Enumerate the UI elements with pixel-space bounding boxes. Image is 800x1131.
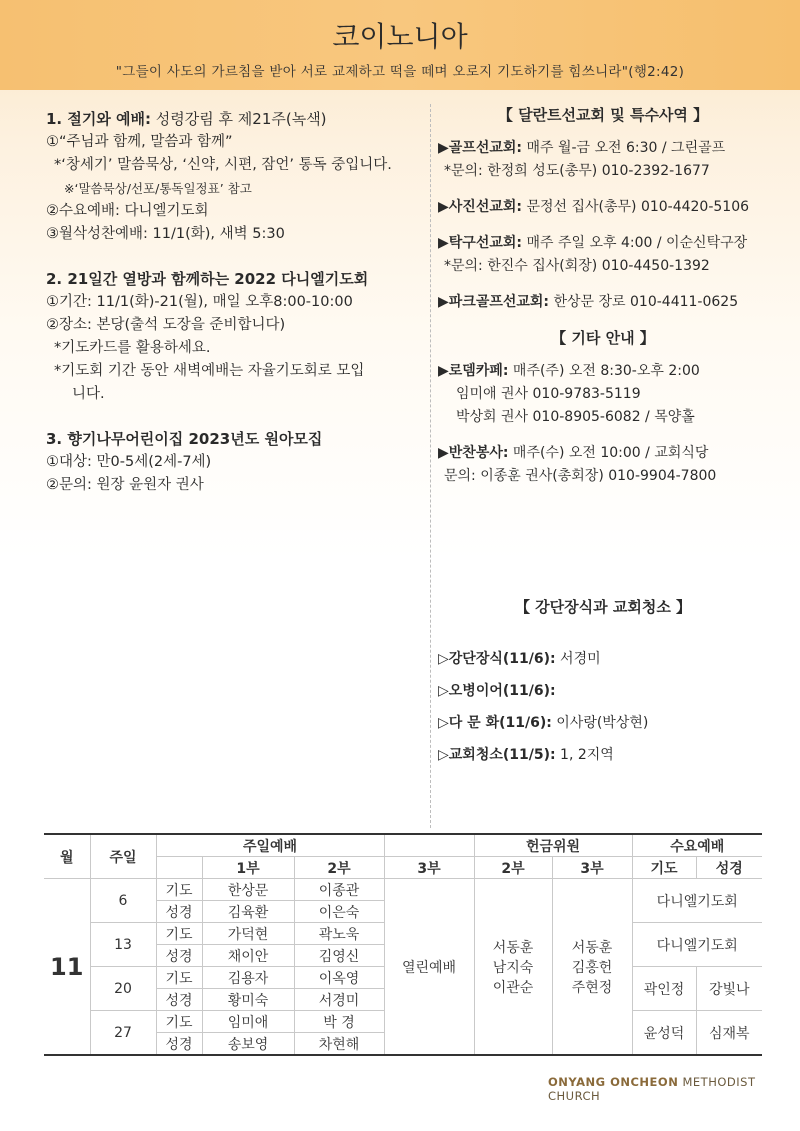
notice-line: ①“주님과 함께, 말씀과 함께” [46, 134, 233, 150]
notice-line: ①기간: 11/1(화)-21(월), 매일 오후8:00-10:00 [46, 294, 353, 310]
info-side-dish: ▶반찬봉사: 매주(수) 오전 10:00 / 교회식당 문의: 이종훈 권사(총회장) 010-9904-7800 [438, 445, 717, 484]
third-service-cell: 열린예배 [384, 879, 474, 1056]
church-footer: ONYANG ONCHEON METHODIST CHURCH [548, 1075, 756, 1103]
col-offering: 헌금위원 [474, 834, 632, 857]
table-row: 성경 황미숙 서경미 [44, 989, 762, 1011]
altar-cleaning-section [438, 596, 768, 771]
ministry-table-tennis: ▶탁구선교회: 매주 주일 오후 4:00 / 이순신탁구장 *문의: 한진수 집사(회장) 010-4450-1392 [438, 235, 748, 274]
notice-line: ②수요예배: 다니엘기도회 [46, 203, 209, 219]
col-2bu: 2부 [294, 857, 384, 879]
offering-2bu-cell: 서동훈 남지숙 이관순 [474, 879, 552, 1056]
column-divider [430, 104, 431, 828]
table-row: 13 기도 가덕현 곽노욱 다니엘기도회 [44, 923, 762, 945]
schedule-item: ▷교회청소(11/5): 1, 2지역 [438, 747, 614, 763]
table-header-row [44, 834, 762, 857]
notice-line: 니다. [72, 386, 105, 402]
notice-worship [46, 108, 426, 246]
table-row: 11 6 기도 한상문 이종관 열린예배 서동훈 남지숙 이관순 서동훈 김홍헌 주현정 다니엘기도회 [44, 879, 762, 901]
page-title: 코이노니아 [332, 20, 468, 53]
notice-line: ③월삭성찬예배: 11/1(화), 새벽 5:30 [46, 226, 285, 242]
info-cafe: ▶로뎀카페: 매주(주) 오전 8:30-오후 2:00 임미애 권사 010-9783-5119 박상회 권사 010-8905-6082 / 목양홀 [438, 363, 700, 425]
col-pray: 기도 [632, 857, 696, 879]
notice-worship-title: 1. 절기와 예배: [46, 110, 152, 128]
col-sunday-worship: 주일예배 [156, 834, 384, 857]
schedule-item: ▷다 문 화(11/6): 이사랑(박상현) [438, 715, 649, 731]
table-row: 20 기도 김용자 이옥영 곽인정 강빛나 [44, 967, 762, 989]
service-roster-table [44, 833, 762, 1056]
offering-3bu-cell: 서동훈 김홍헌 주현정 [552, 879, 632, 1056]
ministry-column [438, 104, 768, 501]
notice-line: *‘창세기’ 말씀묵상, ‘신약, 시편, 잠언’ 통독 중입니다. [54, 157, 392, 173]
header-banner [0, 0, 800, 90]
notice-line: ②문의: 원장 윤원자 권사 [46, 477, 204, 493]
table-row: 성경 송보영 차현해 [44, 1033, 762, 1056]
month-cell: 11 [44, 879, 90, 1056]
ministry-golf: ▶골프선교회: 매주 월-금 오전 6:30 / 그린골프 *문의: 한정희 성도(총무) 010-2392-1677 [438, 140, 726, 179]
notice-line: ※‘말씀묵상/선포/통독일정표’ 참고 [64, 181, 252, 196]
table-row: 27 기도 임미애 박 경 윤성덕 심재복 [44, 1011, 762, 1033]
notice-line: *기도카드를 활용하세요. [54, 340, 211, 356]
col-offering-3bu: 3부 [552, 857, 632, 879]
altar-cleaning-heading: 【 강단장식과 교회청소 】 [514, 598, 692, 616]
notice-kindergarten-title: 3. 향기나무어린이집 2023년도 원아모집 [46, 430, 323, 448]
col-3bu: 3부 [384, 857, 474, 879]
notice-line: ②장소: 본당(출석 도장을 준비합니다) [46, 317, 286, 333]
schedule-item: ▷오병이어(11/6): [438, 683, 556, 699]
notice-line: *기도회 기간 동안 새벽예배는 자율기도회로 모입 [54, 363, 365, 379]
bible-verse: "그들이 사도의 가르침을 받아 서로 교제하고 떡을 떼며 오로지 기도하기를 힘쓰니라"(행2:42) [115, 64, 685, 80]
table-row: 성경 김육환 이은숙 [44, 901, 762, 923]
col-wednesday: 수요예배 [632, 834, 762, 857]
col-1bu: 1부 [202, 857, 294, 879]
notice-daniel-title: 2. 21일간 열방과 함께하는 2022 다니엘기도회 [46, 270, 369, 288]
other-info-heading: 【 기타 안내 】 [551, 329, 655, 347]
notice-kindergarten [46, 428, 426, 497]
col-offering-2bu: 2부 [474, 857, 552, 879]
ministry-heading: 【 달란트선교회 및 특수사역 】 [497, 106, 709, 124]
table-row: 성경 채이안 김영신 [44, 945, 762, 967]
notice-column [46, 108, 426, 519]
notice-line: ①대상: 만0-5세(2세-7세) [46, 454, 212, 470]
schedule-item: ▷강단장식(11/6): 서경미 [438, 651, 601, 667]
col-week: 주일 [90, 834, 156, 879]
col-month: 월 [44, 834, 90, 879]
notice-daniel-prayer [46, 268, 426, 406]
col-bible: 성경 [696, 857, 762, 879]
notice-worship-title-rest: 성령강림 후 제21주(녹색) [151, 110, 327, 128]
ministry-photo: ▶사진선교회: 문정선 집사(총무) 010-4420-5106 [438, 199, 750, 215]
ministry-park-golf: ▶파크골프선교회: 한상문 장로 010-4411-0625 [438, 294, 739, 310]
